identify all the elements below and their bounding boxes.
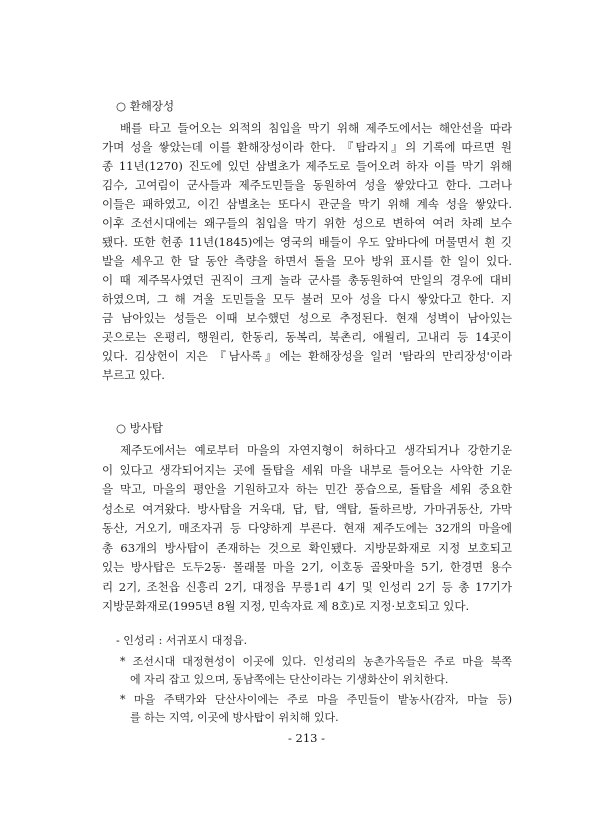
note-item-line: 를 하는 지역, 이곳에 방사탑이 위치해 있다. bbox=[130, 711, 339, 724]
note-item-line: * 마을 주택가와 단산사이에는 주로 마을 주민들이 밭농사(감자, 마늘 등) bbox=[120, 693, 512, 706]
body-line: 있는 방사탑은 도두2동· 몰래물 마을 2기, 이호동 골왓마을 5기, 한경면 용수 bbox=[102, 560, 512, 574]
section-heading-bangsatap: ○ 방사탑 bbox=[116, 421, 164, 435]
body-line: 이후 조선시대에는 왜구들의 침입을 막기 위한 성으로 변하여 여러 차례 보수 bbox=[102, 216, 512, 230]
body-line: 총 63개의 방사탑이 존재하는 것으로 확인됐다. 지방문화재로 지정 보호되고 bbox=[102, 541, 512, 555]
body-line: 있다. 김상헌이 지은 『남사록』에는 환해장성을 일러 '탐라의 만리장성'이라 bbox=[102, 349, 512, 363]
body-line: 리 2기, 조천읍 신흥리 2기, 대정읍 무릉1리 4기 및 인성리 2기 등 총 17기가 bbox=[102, 580, 512, 594]
body-line: 지방문화재로(1995년 8월 지정, 민속자료 제 8호)로 지정·보호되고 있다. bbox=[102, 599, 470, 613]
body-line: 금 남아있는 성들은 이때 보수했던 성으로 추정된다. 현재 성벽이 남아있는 bbox=[102, 311, 512, 325]
body-line: 이 때 제주목사였던 권직이 크게 놀라 군사를 총동원하여 만일의 경우에 대비 bbox=[102, 273, 512, 287]
body-line: 이들은 패하였고, 이긴 삼별초는 또다시 관군을 막기 위해 계속 성을 쌓았다. bbox=[102, 197, 512, 211]
body-line: 이 있다고 생각되어지는 곳에 돌탑을 세워 마을 내부로 들어오는 사악한 기운 bbox=[102, 463, 512, 477]
body-line: 가며 성을 쌓았는데 이를 환해장성이라 한다. 『탐라지』의 기록에 따르면 원 bbox=[102, 140, 512, 154]
section-heading-hwanhae: ○ 환해장성 bbox=[116, 99, 175, 113]
body-line: 발을 세우고 한 달 동안 측량을 하면서 돌을 모아 방위 표시를 한 일이 있다. bbox=[102, 254, 512, 268]
body-line: 김수, 고여림이 군사들과 제주도민들을 동원하여 성을 쌓았다고 한다. 그러나 bbox=[102, 178, 512, 192]
body-line: 종 11년(1270) 진도에 있던 삼별초가 제주도로 들어오려 하자 이를 막기 위해 bbox=[102, 159, 512, 173]
note-place: - 인성리 : 서귀포시 대정읍. bbox=[116, 634, 248, 647]
body-line: 을 막고, 마을의 평안을 기원하고자 하는 민간 풍습으로, 돌탑을 세워 중요한 bbox=[102, 482, 512, 496]
body-line: 부르고 있다. bbox=[102, 368, 165, 382]
note-item-line: * 조선시대 대정현성이 이곳에 있다. 인성리의 농촌가옥들은 주로 마을 북쪽 bbox=[120, 655, 512, 668]
page-number: - 213 - bbox=[287, 731, 326, 745]
body-line: 제주도에서는 예로부터 마을의 자연지형이 허하다고 생각되거나 강한기운 bbox=[120, 443, 512, 457]
body-line: 동산, 거오기, 매조자귀 등 다양하게 부른다. 현재 제주도에는 32개의 마을에 bbox=[102, 521, 512, 535]
body-line: 하였으며, 그 해 겨울 도민들을 모두 불러 모아 성을 다시 쌓았다고 한다. 지 bbox=[102, 292, 512, 306]
body-line: 곳으로는 온평리, 행원리, 한동리, 동복리, 북촌리, 애월리, 고내리 등 14곳이 bbox=[102, 330, 512, 344]
note-item-line: 에 자리 잡고 있으며, 동남쪽에는 단산이라는 기생화산이 위치한다. bbox=[130, 673, 449, 686]
body-line: 됐다. 또한 헌종 11년(1845)에는 영국의 배들이 우도 앞바다에 머물면서 흰 깃 bbox=[102, 235, 512, 249]
body-line: 배를 타고 들어오는 외적의 침입을 막기 위해 제주도에서는 해안선을 따라 bbox=[120, 121, 512, 135]
body-line: 성소로 여겨왔다. 방사탑을 거욱대, 답, 탑, 액탑, 돌하르방, 가마귀동산, 가막 bbox=[102, 502, 512, 516]
